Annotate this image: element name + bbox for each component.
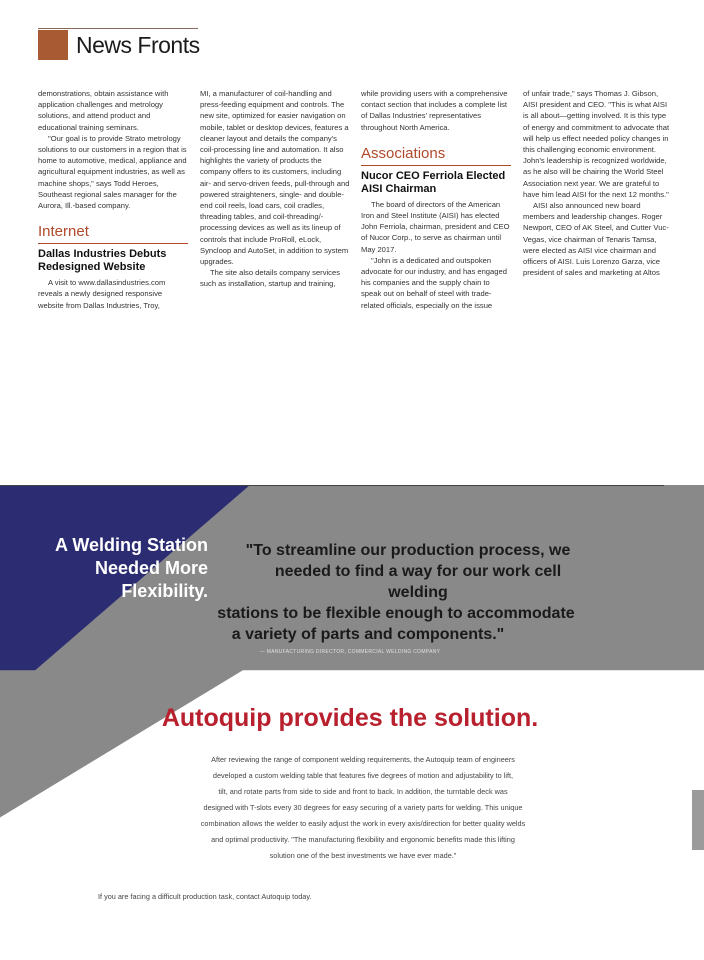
paragraph: while providing users with a comprehensive contact section that includes a complete list of Dallas Industries' representatives throughout North America. [361, 89, 508, 132]
slogan-line: A Welding Station [55, 535, 208, 555]
body-line: designed with T-slots every 30 degrees for easy securing of a variety parts for welding. This unique [203, 803, 523, 812]
quote-line: "To streamline our production process, we [245, 542, 571, 559]
section-heading-associations: Associations [361, 145, 511, 166]
quote-line: a variety of parts and components." [231, 626, 505, 643]
quote-attribution: — MANUFACTURING DIRECTOR, COMMERCIAL WELDING COMPANY [259, 649, 441, 655]
article-column-1 [38, 88, 188, 311]
slogan-line: Needed More [94, 558, 208, 578]
paragraph: The board of directors of the American Iron and Steel Institute (AISI) has elected John Ferriola, chairman, president and CEO of Nucor Corp., to serve as chairman until May 2017. [361, 199, 510, 254]
header-accent-square [38, 30, 68, 60]
paragraph: AISI also announced new board members and leadership changes. Roger Newport, CEO of AK Steel, and Cutter Vuc-Vegas, vice chairman of Tenaris Tamsa, were elected as AISI vice chairman and officers of AISI. Luis Lorenzo Garza, vice president of sales and marketing at Altos [523, 201, 669, 278]
quote-line: needed to find a way for our work cell welding [274, 563, 562, 601]
article-column-2 [200, 88, 350, 290]
paragraph: A visit to www.dallasindustries.com reveals a newly designed responsive website from Dallas Industries, Troy, [38, 278, 166, 310]
body-line: combination allows the welder to easily adjust the work in every axis/direction for better quality welds [200, 819, 526, 828]
ad-top-rule [0, 485, 664, 486]
solution-title: Autoquip provides the solution. [161, 704, 539, 732]
article-column-3 [361, 88, 511, 311]
paragraph: The site also details company services such as installation, startup and training, [200, 268, 340, 289]
paragraph: of unfair trade," says Thomas J. Gibson, AISI president and CEO. "This is what AISI is all about—getting involved. It is this type of energy and commitment to advocate that will help us effect needed policy changes in this challenging economic environment. John's leadership is recognized worldwide, as he also will be chairing the World Steel Association next year. We are grateful to have him lead AISI for the next 12 months." [523, 89, 670, 199]
paragraph: "Our goal is to provide Strato metrology solutions to our customers in a region that is home to automotive, medical, appliance and agricultural equipment industries, as well as machine shops," says Todd Heroes, Southeast regional sales manager for the Aurora, Ill.-based company. [38, 133, 187, 211]
paragraph: MI, a manufacturer of coil-handling and press-feeding equipment and controls. The new site, optimized for easier navigation on mobile, tablet or desktop devices, features a cleaner layout and details the company's coil-processing line and automation. It also highlights the variety of products the company offers to its customers, including air- and servo-driven feeds, pull-through and powered straighteners, single- and double-end coil reels, load cars, coil cradles, threading tables, and coil-threading/-processing devices as well as its lineup of controls that include ProRoll, eLock, Syncloop and AutoSet, in addition to system upgrades. [200, 89, 350, 267]
slogan-line: Flexibility. [121, 581, 208, 601]
body-line: solution one of the best investments we have ever made." [269, 851, 457, 860]
quote-line: stations to be flexible enough to accommodate [217, 605, 575, 622]
body-line: After reviewing the range of component welding requirements, the Autoquip team of engineers [211, 755, 515, 764]
section-title: News Fronts [76, 32, 200, 58]
body-line: and optimal productivity. "The manufacturing flexibility and ergonomic benefits made this lifting [211, 835, 515, 844]
section-heading-internet: Internet [38, 223, 188, 244]
body-line: tilt, and rotate parts from side to side and front to back. In addition, the turntable deck was [218, 787, 508, 796]
article-column-4 [523, 88, 673, 278]
solution-body [98, 752, 628, 864]
page-edge-tab [692, 790, 704, 850]
article-headline: Nucor CEO Ferriola Elected AISI Chairman [361, 169, 506, 195]
ad-quote [208, 540, 588, 645]
article-headline: Dallas Industries Debuts Redesigned Website [38, 248, 167, 274]
contact-line: If you are facing a difficult production task, contact Autoquip today. [98, 892, 312, 901]
ad-slogan [38, 534, 208, 603]
paragraph: demonstrations, obtain assistance with application challenges and metrology solutions, and attend product and educational training seminars. [38, 89, 169, 132]
body-line: developed a custom welding table that features five degrees of motion and adjustability to lift, [212, 771, 514, 780]
paragraph: "John is a dedicated and outspoken advocate for our industry, and has engaged his companies and the supply chain to speak out on behalf of steel with trade-related officials, especially on the issue [361, 255, 507, 310]
header-rule [38, 28, 198, 29]
